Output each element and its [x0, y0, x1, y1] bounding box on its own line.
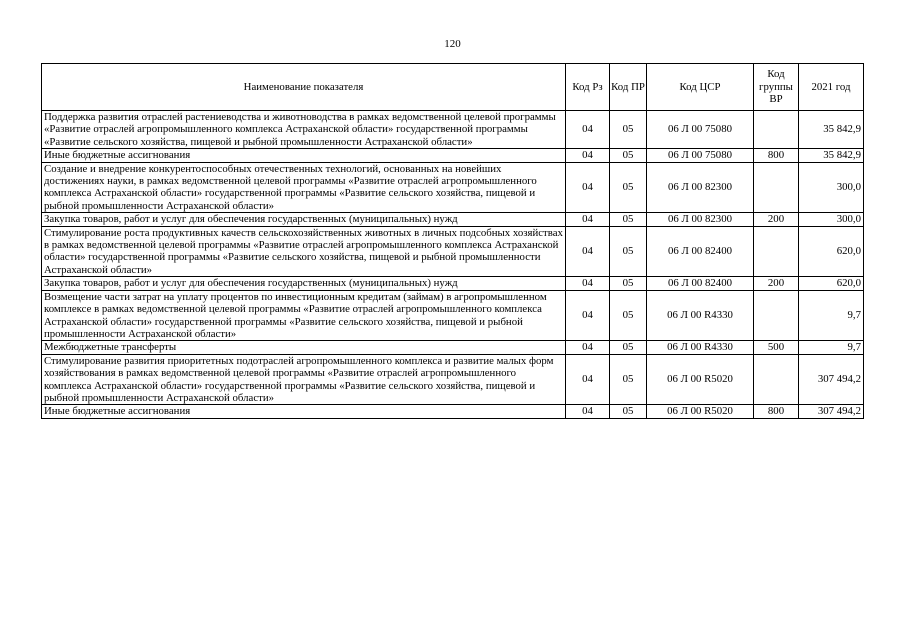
row-name: Поддержка развития отраслей растениеводства и животноводства в рамках ведомственной целевой программы «Развитие отраслей агропромышленного комплекса Астраханской области» государственной программы «Развитие сельского хозяйства, пищевой и рыбной промышленности Астраханской области» — [42, 111, 566, 149]
row-code-pr: 05 — [610, 162, 647, 213]
row-code-pr: 05 — [610, 290, 647, 341]
row-code-rz: 04 — [566, 213, 610, 226]
table-header-row — [42, 64, 864, 111]
header-code-pr: Код ПР — [610, 64, 647, 111]
row-amount: 9,7 — [799, 341, 864, 354]
row-code-csr: 06 Л 00 82300 — [647, 213, 754, 226]
table-row — [42, 213, 864, 226]
row-code-csr: 06 Л 00 R5020 — [647, 405, 754, 418]
row-code-csr: 06 Л 00 82400 — [647, 226, 754, 277]
row-code-rz: 04 — [566, 162, 610, 213]
row-name: Иные бюджетные ассигнования — [42, 149, 566, 162]
row-amount: 35 842,9 — [799, 111, 864, 149]
row-code-vr — [754, 162, 799, 213]
row-code-vr: 800 — [754, 149, 799, 162]
row-code-pr: 05 — [610, 405, 647, 418]
row-name: Межбюджетные трансферты — [42, 341, 566, 354]
row-code-pr: 05 — [610, 149, 647, 162]
row-code-pr: 05 — [610, 277, 647, 290]
row-code-csr: 06 Л 00 R4330 — [647, 290, 754, 341]
table-row — [42, 111, 864, 149]
row-code-rz: 04 — [566, 290, 610, 341]
row-code-vr: 200 — [754, 277, 799, 290]
row-code-rz: 04 — [566, 149, 610, 162]
row-code-vr: 800 — [754, 405, 799, 418]
row-amount: 620,0 — [799, 226, 864, 277]
row-code-rz: 04 — [566, 277, 610, 290]
row-code-csr: 06 Л 00 75080 — [647, 111, 754, 149]
row-name: Возмещение части затрат на уплату процентов по инвестиционным кредитам (займам) в агропромышленном комплексе в рамках ведомственной целевой программы «Развитие отраслей агропромышленного комплекса Астраханской области» государственной программы «Развитие сельского хозяйства, пищевой и рыбной промышленности Астраханской области» — [42, 290, 566, 341]
table-row — [42, 405, 864, 418]
row-amount: 620,0 — [799, 277, 864, 290]
row-code-rz: 04 — [566, 354, 610, 405]
row-code-csr: 06 Л 00 75080 — [647, 149, 754, 162]
table-row — [42, 290, 864, 341]
row-code-vr — [754, 111, 799, 149]
row-amount: 9,7 — [799, 290, 864, 341]
row-code-rz: 04 — [566, 111, 610, 149]
row-code-pr: 05 — [610, 226, 647, 277]
table-row — [42, 277, 864, 290]
table-row — [42, 226, 864, 277]
row-code-vr — [754, 354, 799, 405]
row-name: Иные бюджетные ассигнования — [42, 405, 566, 418]
table-row — [42, 354, 864, 405]
row-code-pr: 05 — [610, 354, 647, 405]
row-amount: 300,0 — [799, 213, 864, 226]
row-code-csr: 06 Л 00 R4330 — [647, 341, 754, 354]
row-name: Закупка товаров, работ и услуг для обеспечения государственных (муниципальных) нужд — [42, 277, 566, 290]
row-code-pr: 05 — [610, 341, 647, 354]
header-code-rz: Код Рз — [566, 64, 610, 111]
row-code-vr: 200 — [754, 213, 799, 226]
row-code-csr: 06 Л 00 82300 — [647, 162, 754, 213]
row-amount: 307 494,2 — [799, 354, 864, 405]
page-number: 120 — [444, 38, 461, 50]
row-code-csr: 06 Л 00 82400 — [647, 277, 754, 290]
row-code-csr: 06 Л 00 R5020 — [647, 354, 754, 405]
row-name: Создание и внедрение конкурентоспособных отечественных технологий, основанных на новейших достижениях науки, в рамках ведомственной целевой программы «Развитие отраслей агропромышленного комплекса Астраханской области» государственной программы «Развитие сельского хозяйства, пищевой и рыбной промышленности Астраханской области» — [42, 162, 566, 213]
row-code-pr: 05 — [610, 111, 647, 149]
header-code-vr: Код группы ВР — [754, 64, 799, 111]
header-year-2021: 2021 год — [799, 64, 864, 111]
row-code-vr: 500 — [754, 341, 799, 354]
row-name: Стимулирование роста продуктивных качеств сельскохозяйственных животных в личных подсобных хозяйствах в рамках ведомственной целевой программы «Развитие отраслей агропромышленного комплекса Астраханской области» государственной программы «Развитие сельского хозяйства, пищевой и рыбной промышленности Астраханской области» — [42, 226, 566, 277]
row-amount: 35 842,9 — [799, 149, 864, 162]
row-name: Стимулирование развития приоритетных подотраслей агропромышленного комплекса и развитие малых форм хозяйствования в рамках ведомственной целевой программы «Развитие отраслей агропромышленного комплекса Астраханской области» государственной программы «Развитие сельского хозяйства, пищевой и рыбной промышленности Астраханской области» — [42, 354, 566, 405]
row-amount: 307 494,2 — [799, 405, 864, 418]
header-name: Наименование показателя — [42, 64, 566, 111]
row-code-rz: 04 — [566, 226, 610, 277]
row-code-rz: 04 — [566, 341, 610, 354]
row-code-rz: 04 — [566, 405, 610, 418]
table-row — [42, 162, 864, 213]
table-row — [42, 341, 864, 354]
row-code-vr — [754, 226, 799, 277]
row-code-pr: 05 — [610, 213, 647, 226]
row-amount: 300,0 — [799, 162, 864, 213]
table-row — [42, 149, 864, 162]
header-code-csr: Код ЦСР — [647, 64, 754, 111]
row-name: Закупка товаров, работ и услуг для обеспечения государственных (муниципальных) нужд — [42, 213, 566, 226]
budget-table — [41, 63, 864, 419]
row-code-vr — [754, 290, 799, 341]
